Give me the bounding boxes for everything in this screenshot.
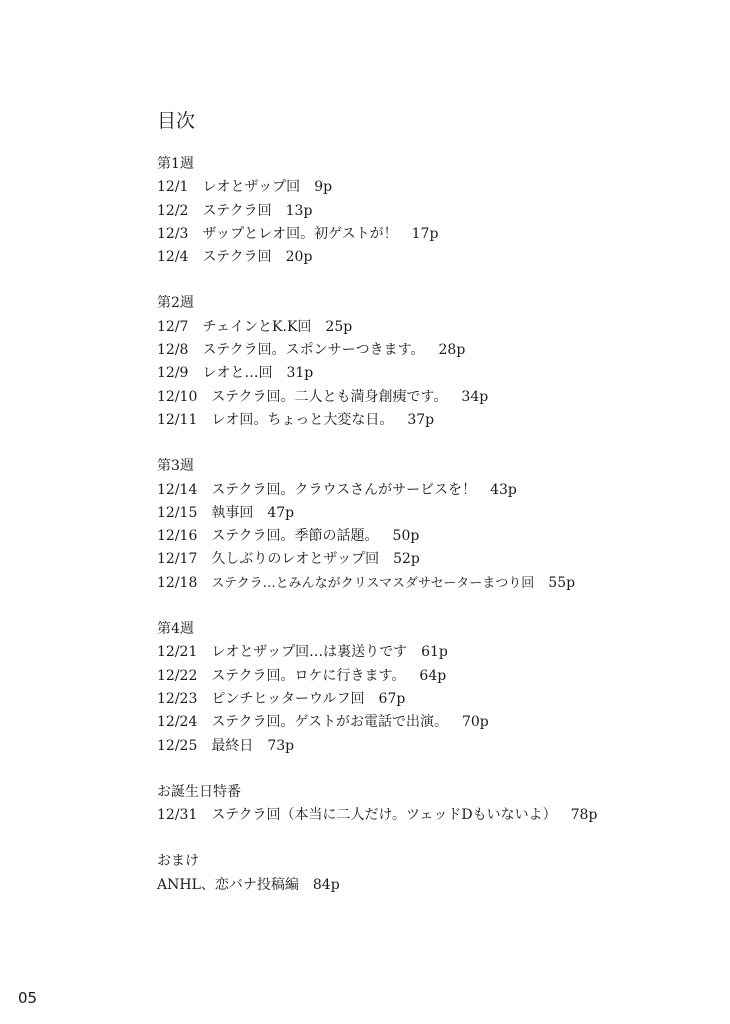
entry-page: 67p xyxy=(378,690,406,707)
entry-page: 50p xyxy=(392,528,420,545)
entry-title: ステクラ回。季節の話題。 xyxy=(211,528,379,545)
entry-date: 12/11 xyxy=(157,411,198,428)
toc-entry xyxy=(157,804,717,827)
toc-section-week4 xyxy=(157,618,717,758)
toc-section-birthday-special xyxy=(157,781,717,828)
entry-page: 43p xyxy=(490,481,517,498)
entry-title: チェインとK.K回 xyxy=(202,318,312,335)
entry-page: 73p xyxy=(267,737,295,754)
toc-entry xyxy=(157,502,717,525)
entry-page: 78p xyxy=(570,807,598,824)
entry-title: ピンチヒッターウルフ回 xyxy=(211,690,365,707)
entry-title: 最終日 xyxy=(211,737,254,754)
entry-date: 12/24 xyxy=(157,714,198,731)
entry-page: 70p xyxy=(461,714,489,731)
toc-entry xyxy=(157,665,717,688)
entry-title: 執事回 xyxy=(211,504,254,521)
toc-entry xyxy=(157,548,717,571)
entry-date: 12/4 xyxy=(157,249,189,266)
entry-title: ステクラ回（本当に二人だけ。ツェッドDもいないよ） xyxy=(211,807,557,824)
section-heading: 第3週 xyxy=(157,458,194,475)
entry-date: 12/8 xyxy=(157,342,189,359)
toc-section-week1 xyxy=(157,153,717,269)
section-heading: お誕生日特番 xyxy=(157,783,241,800)
entry-page: 61p xyxy=(421,644,448,661)
entry-title: ステクラ…とみんながクリスマスダサセーターまつり回 xyxy=(211,575,535,591)
toc-entry xyxy=(157,176,717,199)
entry-page: 55p xyxy=(548,574,576,591)
entry-title: ステクラ回 xyxy=(202,249,272,266)
toc-entry xyxy=(157,572,717,595)
entry-date: 12/18 xyxy=(157,574,198,591)
entry-title: ステクラ回。ゲストがお電話で出演。 xyxy=(211,714,448,731)
toc-entry xyxy=(157,525,717,548)
entry-date: 12/14 xyxy=(157,481,198,498)
entry-title: レオ回。ちょっと大変な日。 xyxy=(211,411,394,428)
entry-title: ステクラ回 xyxy=(202,202,272,219)
entry-date: 12/1 xyxy=(157,179,189,196)
entry-page: 34p xyxy=(461,388,489,405)
entry-date: 12/7 xyxy=(157,318,189,335)
entry-page: 25p xyxy=(325,318,353,335)
entry-date: 12/23 xyxy=(157,690,198,707)
entry-page: 52p xyxy=(393,551,420,568)
section-heading: おまけ xyxy=(157,853,199,870)
toc-entry xyxy=(157,688,717,711)
section-heading: 第1週 xyxy=(157,156,194,172)
entry-title: ステクラ回。スポンサーつきます。 xyxy=(202,342,425,359)
entry-date: 12/10 xyxy=(157,388,198,405)
entry-title: ステクラ回。ロケに行きます。 xyxy=(211,667,406,684)
toc-entry xyxy=(157,735,717,758)
entry-title: レオとザップ回…は裏送りです xyxy=(211,644,408,661)
entry-page: 37p xyxy=(407,411,435,428)
toc-entry xyxy=(157,316,717,339)
entry-date: 12/22 xyxy=(157,667,198,684)
toc-entry xyxy=(157,246,717,269)
entry-title: レオとザップ回 xyxy=(202,179,301,196)
toc-entry xyxy=(157,641,717,664)
entry-date: 12/17 xyxy=(157,551,198,568)
entry-date: 12/9 xyxy=(157,365,189,382)
entry-page: 47p xyxy=(267,504,295,521)
entry-title: ザップとレオ回。初ゲストが！ xyxy=(202,225,398,242)
entry-page: 28p xyxy=(438,342,466,359)
entry-date: 12/16 xyxy=(157,528,198,545)
toc-entry xyxy=(157,362,717,385)
entry-date: 12/25 xyxy=(157,737,198,754)
entry-page: 64p xyxy=(419,667,447,684)
entry-title: ステクラ回。クラウスさんがサービスを！ xyxy=(211,481,477,498)
entry-date: 12/15 xyxy=(157,504,198,521)
entry-date: 12/21 xyxy=(157,644,198,661)
entry-page: 9p xyxy=(314,179,333,196)
toc-entry xyxy=(157,339,717,362)
toc-entry xyxy=(157,711,717,734)
toc-section-week2 xyxy=(157,292,717,432)
section-heading: 第2週 xyxy=(157,295,194,312)
section-heading: 第4週 xyxy=(157,621,194,638)
entry-page: 31p xyxy=(286,365,314,382)
entry-title: レオと…回 xyxy=(202,365,273,382)
toc-entry xyxy=(157,874,717,897)
entry-page: 13p xyxy=(285,202,313,219)
toc-entry xyxy=(157,223,717,246)
toc-entry xyxy=(157,386,717,409)
entry-title: ステクラ回。二人とも満身創痍です。 xyxy=(211,388,448,405)
entry-date: 12/2 xyxy=(157,202,189,219)
toc-section-bonus xyxy=(157,850,717,897)
entry-page: 20p xyxy=(285,249,313,266)
toc-section-week3 xyxy=(157,455,717,595)
entry-title: 久しぶりのレオとザップ回 xyxy=(211,551,380,568)
page-number: 05 xyxy=(18,989,38,1007)
toc-entry xyxy=(157,409,717,432)
page-title: 目次 xyxy=(157,110,196,132)
entry-date: 12/3 xyxy=(157,225,189,242)
entry-title: ANHL、恋バナ投稿編 xyxy=(157,876,299,893)
toc-entry xyxy=(157,479,717,502)
toc-entry xyxy=(157,200,717,223)
entry-page: 84p xyxy=(312,876,340,893)
table-of-contents xyxy=(157,153,717,920)
entry-date: 12/31 xyxy=(157,807,198,824)
entry-page: 17p xyxy=(411,225,439,242)
